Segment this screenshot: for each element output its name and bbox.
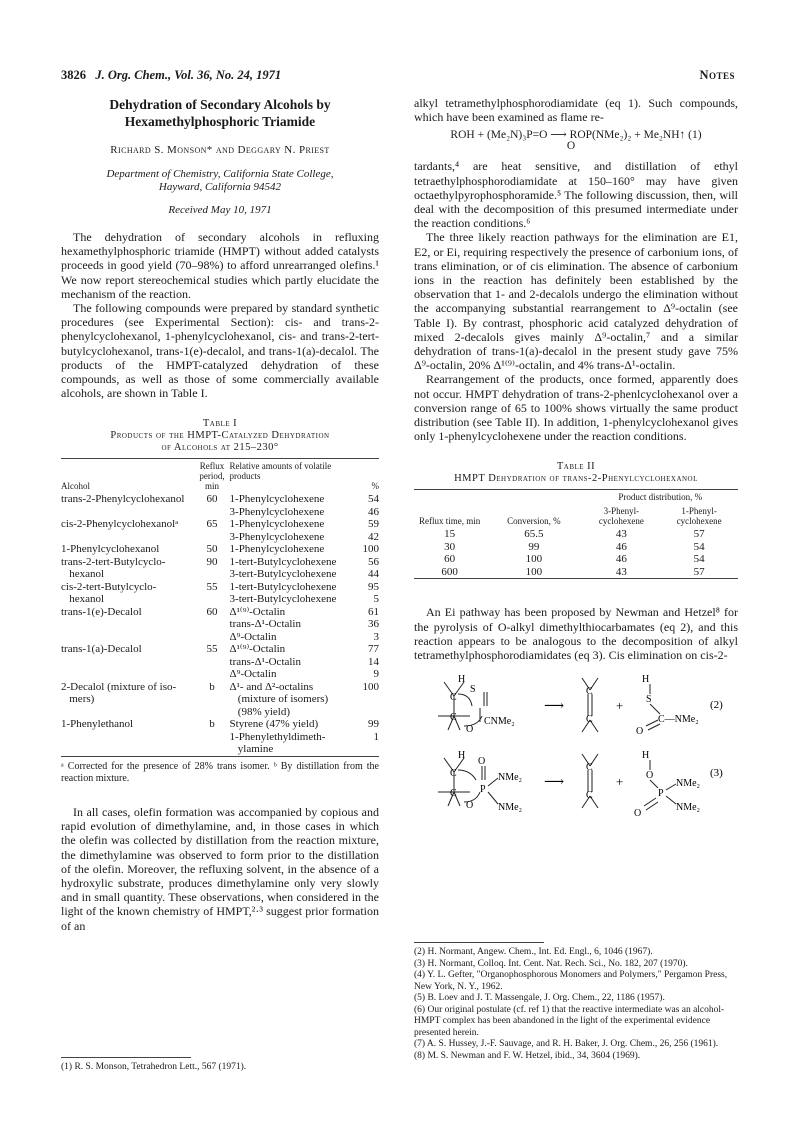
table-row: [61, 543, 379, 556]
table-row: [61, 681, 379, 694]
cell-product: trans-Δ¹-Octalin: [229, 655, 301, 668]
footnote: (3) H. Normant, Colloq. Int. Cent. Nat. Rech. Sci., No. 182, 207 (1970).: [414, 958, 688, 969]
table-2: [414, 461, 738, 579]
table-row: [61, 593, 379, 606]
cell-reflux: [195, 656, 230, 669]
cell-3-phenyl: 43: [615, 528, 627, 541]
cell-reflux: 60: [206, 493, 218, 506]
cell-reflux: [195, 593, 230, 606]
cell-pct: 1: [373, 730, 379, 743]
table-row: [61, 643, 379, 656]
footnote: (7) A. S. Hussey, J.-F. Sauvage, and R. H. Baker, J. Org. Chem., 26, 256 (1961).: [414, 1039, 719, 1049]
scheme-atom: O: [466, 800, 474, 812]
scheme-atom: O: [636, 726, 644, 738]
cell-pct: 77: [368, 643, 379, 656]
reaction-arrow: ⟶: [544, 699, 565, 715]
equation-oxygen: O: [566, 140, 576, 153]
table-2-body: [414, 528, 738, 579]
cell-product: 1-Phenylcyclohexene: [229, 493, 325, 506]
scheme-atom: C: [450, 768, 457, 780]
cell-reflux: 55: [206, 643, 218, 656]
equation-1: [414, 127, 738, 151]
scheme-group: NMe₂: [498, 772, 523, 784]
table-row: [61, 656, 379, 669]
cell-reflux: [195, 531, 230, 544]
scheme-atom: C: [586, 686, 593, 698]
cell-pct: 3: [373, 630, 379, 643]
cell-3-phenyl: 46: [615, 553, 627, 566]
cell-reflux: 60: [206, 605, 218, 618]
scheme-group: NMe₂: [676, 778, 701, 790]
scheme-atom: C: [450, 788, 457, 800]
caption-line: of Alcohols at 215–230°: [161, 442, 279, 454]
cell-alcohol: trans-2-Phenylcyclohexanol: [61, 493, 185, 506]
cell-alcohol: [61, 656, 195, 669]
table-row: [61, 568, 379, 581]
cell-pct: 44: [368, 568, 379, 581]
cell-reflux: [195, 731, 230, 744]
cell-conversion: 100: [525, 553, 543, 566]
table-row: [61, 706, 379, 719]
scheme-atom: O: [634, 808, 642, 820]
cell-product: 1-Phenylethyldimeth-: [229, 730, 326, 743]
table-caption: [61, 418, 379, 454]
caption-line: Table II: [556, 461, 596, 473]
paragraph: tardants,⁴ are heat sensitive, and distillation of ethyl tetraethylphosphorodiamidate at 150–160° may have given octaethylpyrophosphoramide.⁵ The following discussion, then, will deal with the decomposition of this presumed intermediate under the reaction conditions.⁶: [414, 159, 738, 231]
cell-1-phenyl: 57: [693, 528, 705, 541]
cell-alcohol: [61, 706, 195, 719]
scheme-group: CNMe₂: [484, 716, 515, 728]
equation-number: (3): [710, 767, 723, 780]
cell-product: 1-Phenylcyclohexene: [229, 518, 325, 531]
scheme-atom: O: [466, 724, 474, 736]
cell-reflux: [195, 506, 230, 519]
cell-product: 3-tert-Butylcyclohexene: [229, 593, 337, 606]
cell-reflux: [195, 743, 230, 756]
cell-reflux: [195, 668, 230, 681]
scheme-atom: S: [470, 684, 476, 696]
scheme-atom: C: [586, 790, 593, 802]
cell-alcohol: cis-2-Phenylcyclohexanolᵃ: [61, 518, 179, 531]
cell-reflux: 30: [444, 540, 456, 553]
caption-line: HMPT Dehydration of trans-2-Phenylcyclohexanol: [454, 473, 698, 485]
col-header-pct: %: [371, 481, 379, 492]
cell-pct: 9: [373, 668, 379, 681]
cell-product: Δ⁹-Octalin: [229, 668, 277, 681]
footnote: (8) M. S. Newman and F. W. Hetzel, ibid., 34, 3604 (1969).: [414, 1050, 641, 1061]
paragraph: In all cases, olefin formation was accompanied by copious and rapid evolution of dimethylamine, and, in those cases in which the olefin was collected by distillation from the reaction mixture, the dimethylamine was observed to form prior to the distillation of the olefin. Moreover, the refluxing solvent, in the absence of a hydroxylic substrate, produces dimethylamine only very slowly and in small quantity. These observations, when considered in the light of the known chemistry of HMPT,²·³ suggest prior formation of an: [61, 804, 379, 933]
title-line: Dehydration of Secondary Alcohols by: [109, 97, 331, 112]
cell-reflux: 15: [444, 528, 456, 541]
cell-pct: 95: [368, 580, 379, 593]
cell-reflux: 65: [206, 518, 218, 531]
cell-product: Styrene (47% yield): [229, 718, 319, 731]
cell-reflux: 55: [206, 580, 218, 593]
table-row: [61, 618, 379, 631]
footnote-rule: [414, 942, 544, 943]
running-header: [61, 68, 281, 83]
cell-pct: [357, 706, 379, 719]
cell-1-phenyl: 54: [693, 553, 705, 566]
cell-alcohol: [61, 743, 195, 756]
cell-pct: 59: [368, 518, 379, 531]
cell-3-phenyl: 46: [615, 540, 627, 553]
affiliation: [61, 168, 379, 194]
right-footnotes: [414, 936, 738, 1062]
footnote: (2) H. Normant, Angew. Chem., Int. Ed. Engl., 6, 1046 (1967).: [414, 947, 653, 957]
cell-reflux: 90: [206, 555, 218, 568]
cell-pct: [357, 743, 379, 756]
scheme-atom: C: [586, 762, 593, 774]
scheme-atom: O: [478, 756, 486, 768]
cell-conversion: 65.5: [524, 528, 544, 541]
cell-3-phenyl: 43: [615, 565, 627, 578]
cell-pct: 100: [362, 680, 379, 693]
table-row: [61, 718, 379, 731]
cell-product: 1-tert-Butylcyclohexene: [229, 580, 337, 593]
cell-product: ylamine: [229, 743, 274, 756]
cell-product: 3-Phenylcyclohexene: [229, 530, 325, 543]
cell-product: Δ¹- and Δ²-octalins: [229, 680, 314, 693]
table-caption: [414, 461, 738, 485]
col-header-1-phenyl: 1-Phenyl-cyclohexene: [676, 506, 722, 527]
cell-alcohol: trans-2-tert-Butylcyclo-: [61, 555, 166, 568]
paragraph: alkyl tetramethylphosphorodiamidate (eq 1). Such compounds, which have been examined as flame re-: [414, 96, 738, 125]
caption-line: Table I: [202, 418, 238, 430]
right-column: [414, 96, 738, 1061]
cell-1-phenyl: 54: [693, 540, 705, 553]
table-row: [414, 566, 738, 579]
scheme-atom: O: [646, 770, 654, 782]
footnote: (1) R. S. Monson, Tetrahedron Lett., 567 (1971).: [61, 1062, 247, 1072]
paragraph: The three likely reaction pathways for the elimination are E1, E2, or Ei, requiring respectively the presence of carbonium ions, of trans elimination, or of cis elimination. The absence of carbonium ions in the reaction has definitely been established by the observation that 1- and 2-decalols undergo the elimination without the accompanying substantial rearrangement to Δ⁹-octalin (see Table I). By contrast, phosphoric acid catalyzed dehydration of mixed 2-decalols gives mainly Δ⁹-octalin,⁷ and a similar dehydration of trans-1(a)-decalol in the present study gave 75% Δ⁹-octalin, 20% Δ¹⁽⁹⁾-octalin, and 4% trans-Δ¹-octalin.: [414, 230, 738, 373]
cell-pct: 61: [368, 605, 379, 618]
table-row: [61, 518, 379, 531]
cell-conversion: 99: [528, 540, 540, 553]
cell-alcohol: cis-2-tert-Butylcyclo-: [61, 580, 157, 593]
cell-alcohol: mers): [61, 693, 95, 706]
cell-pct: [357, 693, 379, 706]
cell-product: Δ¹⁽⁹⁾-Octalin: [229, 643, 286, 656]
cell-product: (mixture of isomers): [229, 693, 329, 706]
cell-product: 1-tert-Butylcyclohexene: [229, 555, 337, 568]
scheme-atom: C: [450, 712, 457, 724]
scheme-atom: C: [450, 692, 457, 704]
scheme-atom: P: [658, 788, 664, 800]
cell-pct: 54: [368, 493, 379, 506]
section-label: Notes: [699, 68, 735, 82]
table-row: [61, 731, 379, 744]
scheme-atom: S: [646, 694, 652, 706]
scheme-atom: P: [480, 784, 486, 796]
scheme-atom: H: [458, 674, 466, 686]
authors: Richard S. Monson* and Deggary N. Priest: [110, 144, 330, 156]
table-row: [61, 556, 379, 569]
cell-reflux: [195, 568, 230, 581]
cell-product: 1-Phenylcyclohexene: [229, 543, 325, 556]
affil-line: Department of Chemistry, California State College,: [106, 168, 334, 180]
equation-text: ROH + (Me₂N)₃P=O ⟶ ROP(NMe₂)₂ + Me₂NH↑ (1): [450, 129, 702, 142]
cell-alcohol: trans-1(e)-Decalol: [61, 605, 142, 618]
table-2-grid: [414, 489, 738, 579]
table-row: [61, 506, 379, 519]
cell-alcohol: [61, 531, 195, 544]
cell-pct: 42: [368, 530, 379, 543]
cell-reflux: 50: [206, 543, 218, 556]
cell-alcohol: hexanol: [61, 593, 105, 606]
cell-alcohol: trans-1(a)-Decalol: [61, 643, 142, 656]
cell-alcohol: hexanol: [61, 568, 105, 581]
plus-sign: +: [616, 774, 624, 790]
table-row: [414, 528, 738, 541]
cell-product: Δ¹⁽⁹⁾-Octalin: [229, 605, 286, 618]
cell-reflux: 60: [444, 553, 456, 566]
cell-pct: 36: [368, 618, 379, 631]
scheme-atom: H: [642, 750, 650, 762]
col-header-3-phenyl: 3-Phenyl-cyclohexene: [598, 506, 644, 527]
left-column: [61, 96, 379, 1072]
footnote: (5) B. Loev and J. T. Massengale, J. Org. Chem., 22, 1186 (1957).: [414, 993, 665, 1003]
page-number: 3826: [61, 68, 86, 82]
cell-alcohol: [61, 731, 195, 744]
col-header-reflux: Reflux time, min: [419, 516, 481, 527]
col-header-products: Relative amounts of volatile products: [229, 461, 332, 482]
cell-reflux: [195, 618, 230, 631]
scheme-group: NMe₂: [498, 802, 523, 814]
cell-pct: 46: [368, 505, 379, 518]
paragraph: The following compounds were prepared by standard synthetic procedures (see Experimental Section): cis- and trans-2-phenylcyclohexanol, 1-phenylcyclohexanol, cis- and trans-2-tert-butylcyclohexanol, trans-1(e)-decalol, and trans-1(a)-decalol. The products of the HMPT-catalyzed dehydration of these compounds, as well as those of some commercially available alcohols, are shown in Table I.: [61, 301, 379, 401]
table-row: [61, 693, 379, 706]
cell-alcohol: [61, 618, 195, 631]
cell-alcohol: 1-Phenylcyclohexanol: [61, 543, 160, 556]
cell-reflux: 600: [441, 565, 458, 578]
table-row: [61, 668, 379, 681]
col-header-alcohol: Alcohol: [61, 481, 90, 492]
cell-reflux: [195, 631, 230, 644]
cell-product: trans-Δ¹-Octalin: [229, 618, 301, 631]
col-header-group: Product distribution, %: [618, 492, 703, 503]
footnote: (4) Y. L. Gefter, "Organophosphorous Monomers and Polymers," Pergamon Press, New York, N. Y., 1962.: [414, 970, 728, 992]
cell-conversion: 100: [525, 565, 543, 578]
scheme-atom: C: [586, 714, 593, 726]
paragraph: The dehydration of secondary alcohols in refluxing hexamethylphosphoric triamide (HMPT) without added catalysts proceeds in good yield (70–98%) to afford unrearranged olefins.¹ We now report stereochemical studies which partly elucidate the mechanism of the reaction.: [61, 230, 379, 301]
table-row: [61, 531, 379, 544]
footnote-rule: [61, 1057, 191, 1058]
table-row: [61, 581, 379, 594]
cell-pct: 56: [368, 555, 379, 568]
cell-1-phenyl: 57: [693, 565, 705, 578]
cell-alcohol: 1-Phenylethanol: [61, 718, 134, 731]
article-title: [61, 96, 379, 130]
table-1-grid: [61, 458, 379, 757]
cell-product: (98% yield): [229, 705, 291, 718]
cell-reflux: b: [209, 718, 215, 731]
cell-product: 3-Phenylcyclohexene: [229, 505, 325, 518]
cell-alcohol: 2-Decalol (mixture of iso-: [61, 680, 177, 693]
cell-pct: 14: [368, 655, 379, 668]
table-row: [61, 493, 379, 506]
affil-line: Hayward, California 94542: [158, 181, 282, 193]
caption-line: Products of the HMPT-Catalyzed Dehydration: [110, 430, 330, 442]
scheme-group: C—NMe₂: [658, 714, 699, 726]
equation-number: (2): [710, 699, 723, 712]
table-row: [61, 743, 379, 756]
received-date: Received May 10, 1971: [168, 204, 272, 216]
cell-reflux: b: [209, 680, 215, 693]
scheme-atom: H: [458, 750, 466, 762]
cell-product: Δ⁹-Octalin: [229, 630, 277, 643]
scheme-atom: H: [642, 674, 650, 686]
col-header-conversion: Conversion, %: [507, 516, 561, 527]
journal-citation: J. Org. Chem., Vol. 36, No. 24, 1971: [95, 68, 282, 82]
cell-product: 3-tert-Butylcyclohexene: [229, 568, 337, 581]
reaction-arrow: ⟶: [544, 775, 565, 791]
cell-alcohol: [61, 506, 195, 519]
table-1-body: [61, 493, 379, 756]
cell-alcohol: [61, 668, 195, 681]
table-1: [61, 418, 379, 785]
table-row: [61, 631, 379, 644]
cell-reflux: [195, 693, 230, 706]
scheme-eq-2: [414, 670, 738, 742]
table-row: [414, 541, 738, 554]
left-footnotes: [61, 1051, 379, 1074]
paragraph: Rearrangement of the products, once formed, apparently does not occur. HMPT dehydration of trans-2-phenlcyclohexanol over a conversion range of 65 to 100% shows virtually the same product distribution (see Table II). In addition, 1-phenylcyclohexanol gives only 1-phenylcyclohexene under the reaction conditions.: [414, 372, 738, 444]
cell-pct: 100: [362, 543, 379, 556]
scheme-eq-3: [414, 746, 738, 822]
plus-sign: +: [616, 698, 624, 714]
cell-reflux: [195, 706, 230, 719]
title-line: Hexamethylphosphoric Triamide: [124, 114, 316, 129]
paragraph: An Ei pathway has been proposed by Newman and Hetzel⁸ for the pyrolysis of O-alkyl dimethylthiocarbamates (eq 2), and this reaction appears to be analogous to the decomposition of alkyl tetramethylphosphorodiamidates (eq 3). Cis elimination on cis-2-: [414, 605, 738, 663]
table-row: [414, 553, 738, 566]
cell-pct: 5: [373, 593, 379, 606]
scheme-group: NMe₂: [676, 802, 701, 814]
footnote: (6) Our original postulate (cf. ref 1) that the reactive intermediate was an alcohol-HMPT complex has been abandoned in the light of the experimental evidence presented herein.: [414, 1004, 725, 1038]
col-header-reflux: Reflux period, min: [199, 461, 225, 492]
table-row: [61, 606, 379, 619]
cell-pct: 99: [368, 718, 379, 731]
cell-alcohol: [61, 631, 195, 644]
table-footnote: ᵃ Corrected for the presence of 28% trans isomer. ᵇ By distillation from the reaction mixture.: [61, 760, 379, 784]
